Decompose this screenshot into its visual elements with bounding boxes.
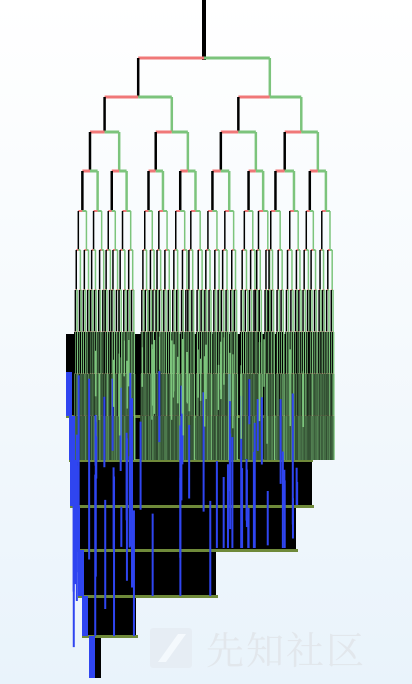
watermark bbox=[150, 628, 366, 673]
block-edge-3 bbox=[70, 505, 314, 508]
block-edge-5 bbox=[78, 595, 218, 598]
dense-block-row-4 bbox=[70, 460, 312, 506]
tree-trunk bbox=[202, 0, 206, 60]
dense-block-row-6 bbox=[78, 550, 216, 596]
blue-spine-2 bbox=[69, 416, 75, 460]
dense-block-row-5 bbox=[74, 506, 296, 550]
block-edge-4 bbox=[74, 549, 298, 552]
blue-spine-4 bbox=[74, 506, 80, 550]
dense-block-row-7 bbox=[82, 596, 136, 636]
blue-spine-3 bbox=[70, 460, 76, 506]
blue-spine-6 bbox=[82, 596, 88, 636]
blue-spine-5 bbox=[78, 550, 84, 596]
blue-spine-1 bbox=[66, 372, 72, 416]
watermark-text: 先知社区 bbox=[206, 629, 367, 673]
blue-spine-7 bbox=[89, 636, 95, 678]
xianzhi-logo-icon bbox=[150, 628, 192, 668]
